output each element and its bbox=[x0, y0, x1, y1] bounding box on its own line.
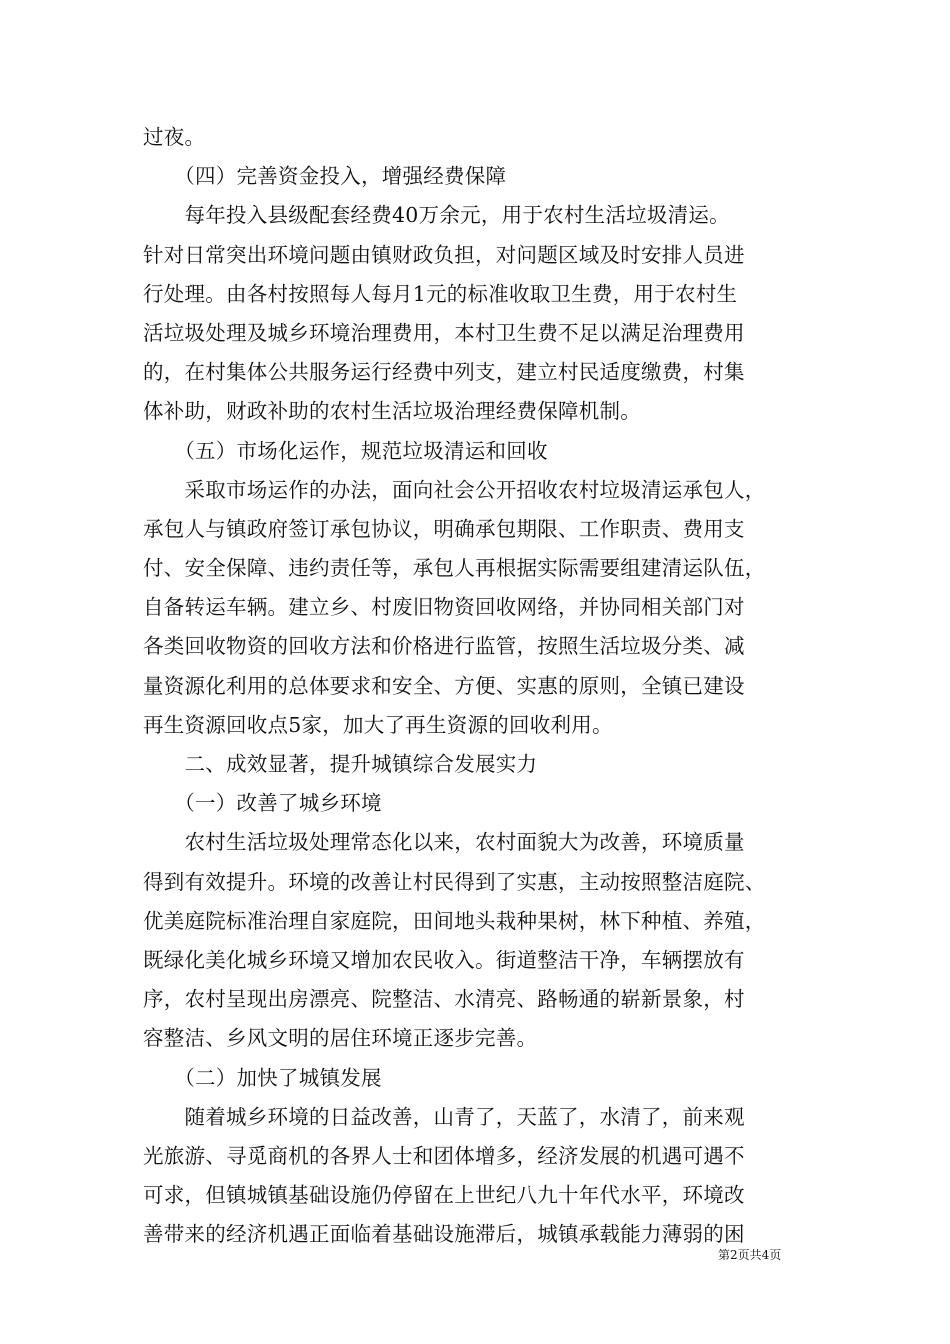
text-line: 光旅游、寻觅商机的各界人士和团体增多，经济发展的机遇可遇不 bbox=[143, 1143, 745, 1168]
text-line: 采取市场运作的办法，面向社会公开招收农村垃圾清运承包人， bbox=[143, 477, 766, 502]
text-line: 序，农村呈现出房漂亮、院整洁、水清亮、路畅通的崭新景象，村 bbox=[143, 987, 745, 1012]
section-heading: （五）市场化运作，规范垃圾清运和回收 bbox=[143, 438, 548, 463]
text-line: 活垃圾处理及城乡环境治理费用，本村卫生费不足以满足治理费用 bbox=[143, 320, 745, 345]
text-line: 每年投入县级配套经费40万余元，用于农村生活垃圾清运。 bbox=[143, 203, 730, 228]
text-line: 容整洁、乡风文明的居住环境正逐步完善。 bbox=[143, 1026, 538, 1051]
text-line: 过夜。 bbox=[143, 125, 206, 149]
text-line: 体补助，财政补助的农村生活垃圾治理经费保障机制。 bbox=[143, 399, 641, 424]
text-line: 付、安全保障、违约责任等，承包人再根据实际需要组建清运队伍， bbox=[143, 556, 766, 581]
text-line: 再生资源回收点5家，加大了再生资源的回收利用。 bbox=[143, 712, 613, 737]
text-line: 善带来的经济机遇正面临着基础设施滞后，城镇承载能力薄弱的困 bbox=[143, 1222, 745, 1247]
section-heading: （二）加快了城镇发展 bbox=[143, 1065, 382, 1090]
text-line: 各类回收物资的回收方法和价格进行监管，按照生活垃圾分类、减 bbox=[143, 634, 745, 659]
text-line: 行处理。由各村按照每人每月1元的标准收取卫生费，用于农村生 bbox=[143, 281, 738, 306]
text-line: 既绿化美化城乡环境又增加农民收入。街道整洁干净，车辆摆放有 bbox=[143, 947, 745, 972]
text-line: 承包人与镇政府签订承包协议，明确承包期限、工作职责、费用支 bbox=[143, 516, 745, 541]
section-heading: 二、成效显著，提升城镇综合发展实力 bbox=[143, 752, 538, 776]
text-line: 优美庭院标准治理自家庭院，田间地头栽种果树，林下种植、养殖， bbox=[143, 908, 766, 933]
text-line: 量资源化利用的总体要求和安全、方便、实惠的原则，全镇已建设 bbox=[143, 673, 745, 698]
section-heading: （四）完善资金投入，增强经费保障 bbox=[143, 164, 507, 189]
text-line: 随着城乡环境的日益改善，山青了，天蓝了，水清了，前来观 bbox=[143, 1104, 745, 1129]
section-heading: （一）改善了城乡环境 bbox=[143, 791, 382, 816]
text-line: 自备转运车辆。建立乡、村废旧物资回收网络，并协同相关部门对 bbox=[143, 595, 745, 620]
text-line: 的，在村集体公共服务运行经费中列支，建立村民适度缴费，村集 bbox=[143, 360, 745, 385]
text-line: 可求，但镇城镇基础设施仍停留在上世纪八九十年代水平，环境改 bbox=[143, 1183, 745, 1208]
page-number-footer: 第2页共4页 bbox=[718, 1248, 782, 1262]
text-line: 得到有效提升。环境的改善让村民得到了实惠，主动按照整洁庭院、 bbox=[143, 869, 766, 894]
text-line: 农村生活垃圾处理常态化以来，农村面貌大为改善，环境质量 bbox=[143, 830, 745, 855]
document-body bbox=[143, 118, 808, 1254]
text-line: 针对日常突出环境问题由镇财政负担，对问题区域及时安排人员进 bbox=[143, 242, 745, 267]
